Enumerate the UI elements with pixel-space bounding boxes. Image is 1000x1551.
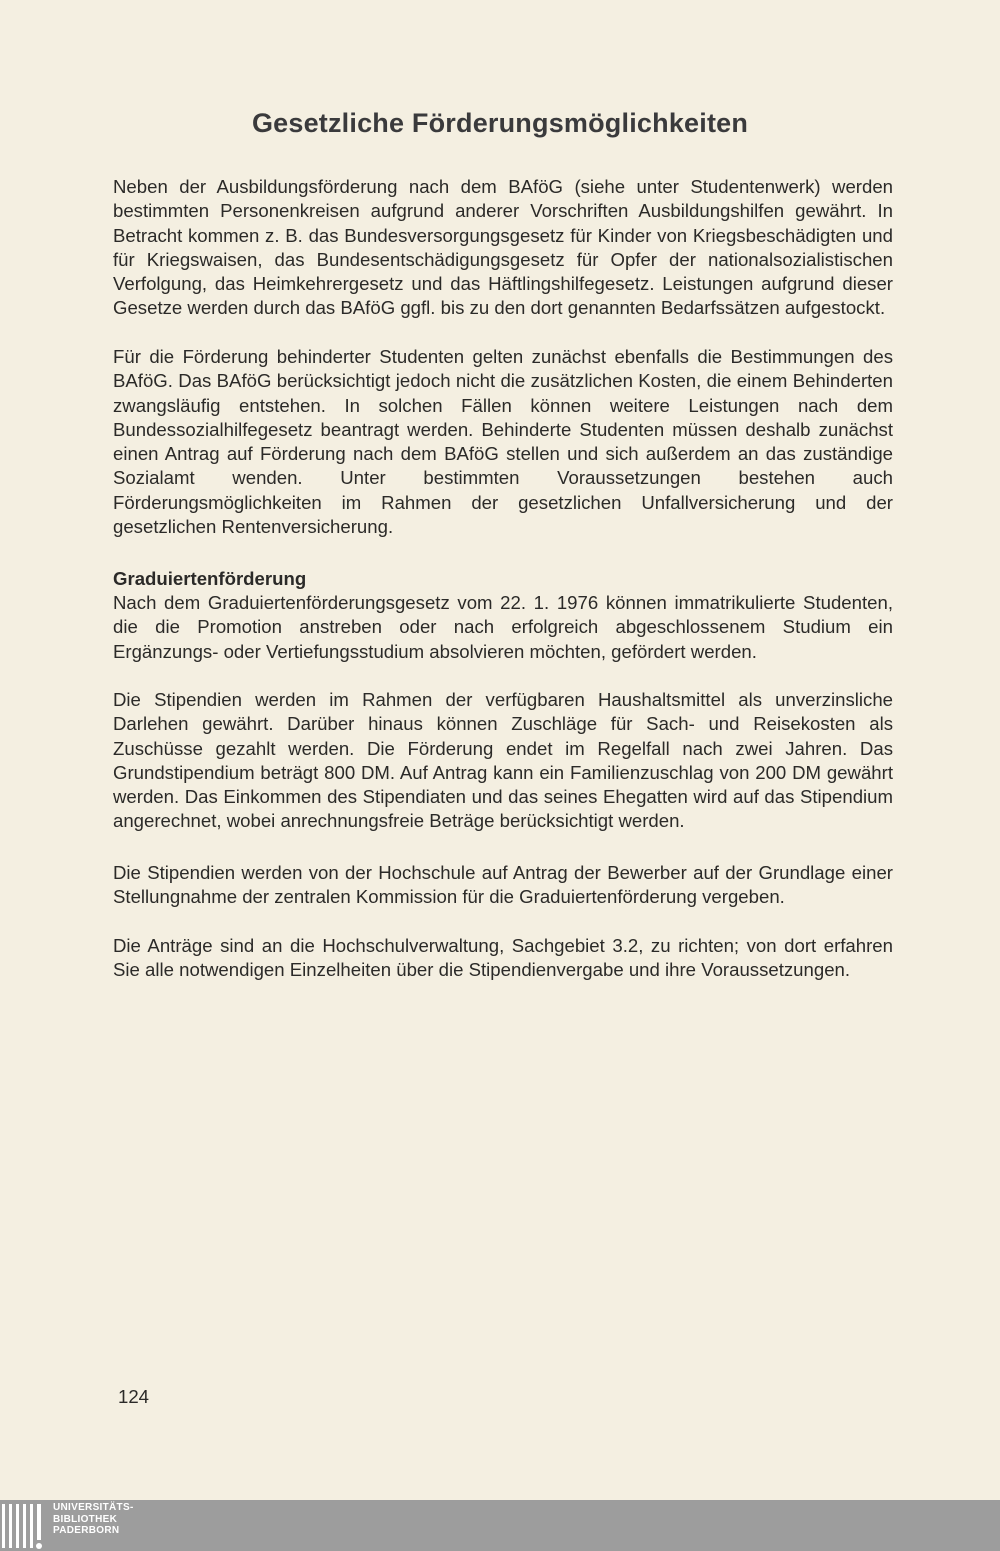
library-name-line-1: UNIVERSITÄTS- <box>53 1502 134 1513</box>
library-name <box>53 1502 134 1537</box>
paragraph-disabled-students: Für die Förderung behinderter Studenten gelten zunächst ebenfalls die Bestimmungen des BAföG. Das BAföG berücksichtigt jedoch nicht die zusätzlichen Kosten, die einem Behinderten zwangsläufig entstehen. In solchen Fällen können weitere Leistungen nach dem Bundessozialhilfegesetz beantragt werden. Behinderte Studenten müssen deshalb zunächst einen Antrag auf Förderung nach dem BAföG stellen und sich außerdem an das zuständige Sozialamt wenden. Unter bestimmten Voraussetzungen bestehen auch Förderungsmöglichkeiten im Rahmen der gesetzlichen Unfallversicherung und der gesetzlichen Rentenversicherung. <box>113 346 893 538</box>
library-name-line-3: PADERBORN <box>53 1525 120 1536</box>
library-barcode-logo-icon <box>2 1501 48 1551</box>
library-footer-band <box>0 1500 1000 1551</box>
page-number: 124 <box>118 1386 150 1407</box>
paragraph-applications: Die Anträge sind an die Hochschulverwaltung, Sachgebiet 3.2, zu richten; von dort erfahren Sie alle notwendigen Einzelheiten über die Stipendienvergabe und ihre Voraussetzungen. <box>113 935 893 981</box>
section-heading: Graduiertenförderung <box>113 568 307 589</box>
paragraph-intro: Neben der Ausbildungsförderung nach dem BAföG (siehe unter Studentenwerk) werden bestimmten Personenkreisen aufgrund anderer Vorschriften Ausbildungshilfen gewährt. In Betracht kommen z. B. das Bundesversorgungsgesetz für Kinder von Kriegsbeschädigten und für Kriegswaisen, das Bundesentschädigungsgesetz für Opfer der nationalsozialistischen Verfolgung, das Heimkehrergesetz und das Häftlingshilfegesetz. Leistungen aufgrund dieser Gesetze werden durch das BAföG ggfl. bis zu den dort genannten Bedarfssätzen aufgestockt. <box>113 176 893 319</box>
paragraph-award-process: Die Stipendien werden von der Hochschule auf Antrag der Bewerber auf der Grundlage einer Stellungnahme der zentralen Kommission für die Graduiertenförderung vergeben. <box>113 862 893 908</box>
library-name-line-2: BIBLIOTHEK <box>53 1513 118 1525</box>
paragraph-graduate-law: Nach dem Graduiertenförderungsgesetz vom 22. 1. 1976 können immatrikulierte Studenten, die die Promotion anstreben oder nach erfolgreich abgeschlossenem Studium ein Ergänzungs- oder Vertiefungsstudium absolvieren möchten, gefördert werden. <box>113 592 893 662</box>
page-title: Gesetzliche Förderungsmöglichkeiten <box>251 108 749 138</box>
paragraph-stipends: Die Stipendien werden im Rahmen der verfügbaren Haushaltsmittel als unverzinsliche Darlehen gewährt. Darüber hinaus können Zuschläge für Sach- und Reisekosten als Zuschüsse gezahlt werden. Die Förderung endet im Regelfall nach zwei Jahren. Das Grundstipendium beträgt 800 DM. Auf Antrag kann ein Familienzuschlag von 200 DM gewährt werden. Das Einkommen des Stipendiaten und das seines Ehegatten wird auf das Stipendium angerechnet, wobei anrechnungsfreie Beträge berücksichtigt werden. <box>113 689 893 832</box>
